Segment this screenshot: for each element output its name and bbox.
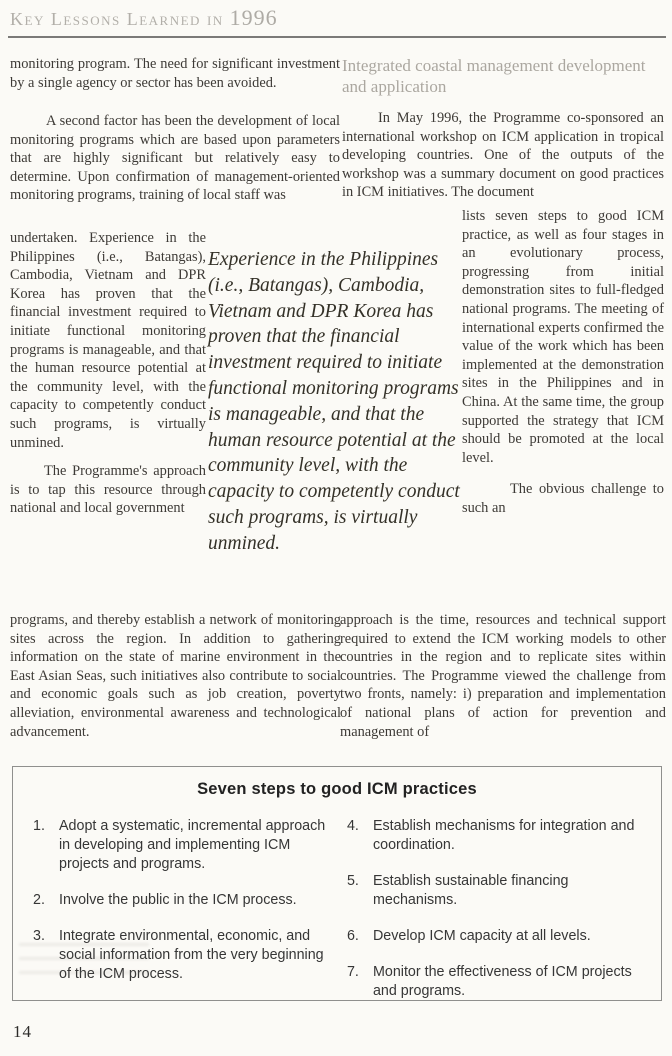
step-item-4 [347,817,645,855]
left-column-paragraph-3: The Programme's approach is to tap this resource through national and local government [10,463,206,517]
pull-quote: Experience in the Philippines (i.e., Batangas), Cambodia, Vietnam and DPR Korea has proven that the financial investment required to initiate functional monitoring programs is manageable, and that the human resource potential at the community level, with the capacity to competently conduct such programs, is virtually unmined. [208,249,460,554]
right-column-paragraph-2-continued: approach is the time, resources and technical support required to extend the ICM working models to other countries in the region and to replicate sites within countries. The Programme viewed the challenge from two fronts, namely: i) preparation and implementation of national plans of action for prevention and management of [340,612,666,740]
step-text: Integrate environmental, economic, and social information from the very beginning of the ICM process. [59,928,324,982]
step-text: Establish sustainable financing mechanisms. [372,873,569,908]
scan-bleed-artifact [19,943,149,979]
box-column-right [347,817,645,1018]
box-title: Seven steps to good ICM practices [197,780,477,798]
section-heading: Integrated coastal management development and application [342,56,646,96]
right-column-paragraph-1: In May 1996, the Programme co-sponsored an international workshop on ICM application in tropical developing countries. One of the outputs of the workshop was a summary document on good practices in ICM initiatives. The document [342,110,664,201]
box-columns [13,817,661,1018]
step-item-6 [347,927,645,946]
step-item-2 [33,891,347,910]
page-number: 14 [13,1022,32,1041]
left-column-paragraph-1: monitoring program. The need for significant investment by a single agency or sector has been avoided. [10,56,340,91]
header-year: 1996 [229,5,278,30]
right-column-paragraph-2: The obvious challenge to such an [462,481,664,516]
page-header [10,5,278,31]
step-number: 7. [346,964,359,980]
step-text: Establish mechanisms for integration and coordination. [372,818,635,853]
step-item-7 [347,963,645,1001]
step-number: 5. [346,873,359,889]
step-number: 4. [346,818,359,834]
step-number: 1. [33,818,45,834]
left-column-paragraph-2: A second factor has been the development of local monitoring programs which are based upon parameters that are highly significant but relatively easy to determine. Upon confirmation of management-oriented monitoring programs, training of local staff was [10,113,340,204]
left-column-narrow [10,229,206,518]
step-item-5 [347,872,645,910]
step-number: 6. [346,928,359,944]
step-number: 2. [33,892,45,908]
right-column-paragraph-1-continued: lists seven steps to good ICM practice, as well as four stages in an evolutionary process, progressing from initial demonstration sites to full-fledged national programs. The meeting of international experts confirmed the value of the work which has been implemented at the demonstration sites in the Philippines and in China. At the same time, the group supported the strategy that ICM should be promoted at the local level. [462,208,664,466]
header-rule [8,36,666,38]
step-text: Develop ICM capacity at all levels. [372,928,591,944]
right-column-narrow [462,207,664,518]
left-column-paragraph-2-continued: undertaken. Experience in the Philippines (i.e., Batangas), Cambodia, Vietnam and DPR Korea has proven that the financial investment required to initiate functional monitoring programs is manageable, and that the human resource potential at the community level, with the capacity to competently conduct such programs, is virtually unmined. [10,230,206,451]
step-text: Adopt a systematic, incremental approach in developing and implementing ICM projects and programs. [59,818,326,872]
step-number: 3. [33,928,45,944]
header-title-text: Key Lessons Learned in [10,9,224,29]
step-text: Involve the public in the ICM process. [59,892,297,908]
left-column-paragraph-3-continued: programs, and thereby establish a network of monitoring sites across the region. In addition to gathering information on the state of marine environment in the East Asian Seas, such initiatives also contribute to social and economic goals such as job creation, poverty alleviation, environmental awareness and technological advancement. [10,612,341,740]
step-text: Monitor the effectiveness of ICM projects and programs. [372,964,632,999]
seven-steps-box [12,766,662,1001]
step-item-1 [33,817,347,874]
box-column-left [33,817,347,1018]
